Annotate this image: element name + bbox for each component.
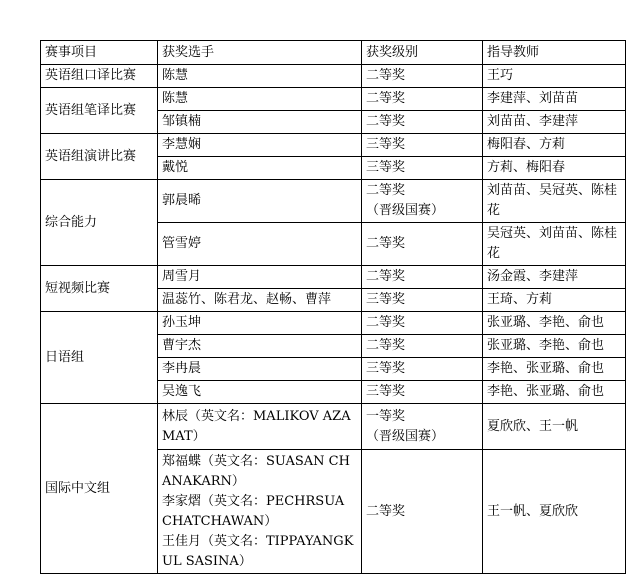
teacher-cell: 刘苗苗、李建萍 <box>483 111 626 134</box>
table-row <box>41 404 626 450</box>
winner-cell: 周雪月 <box>158 266 362 289</box>
teacher-cell: 方莉、梅阳春 <box>483 157 626 180</box>
teacher-cell: 张亚璐、李艳、俞也 <box>483 312 626 335</box>
level-cell: 二等奖 <box>362 223 483 266</box>
winner-cell: 孙玉坤 <box>158 312 362 335</box>
event-cell: 英语组演讲比赛 <box>41 134 158 180</box>
teacher-cell: 王巧 <box>483 65 626 88</box>
level-cell: 一等奖 （晋级国赛） <box>362 404 483 450</box>
header-level: 获奖级别 <box>362 41 483 65</box>
awards-table <box>40 40 626 574</box>
level-cell: 三等奖 <box>362 134 483 157</box>
header-row <box>41 41 626 65</box>
teacher-cell: 张亚璐、李艳、俞也 <box>483 335 626 358</box>
table-row <box>41 266 626 289</box>
level-cell: 二等奖 （晋级国赛） <box>362 180 483 223</box>
table-row <box>41 65 626 88</box>
event-cell: 日语组 <box>41 312 158 404</box>
level-cell: 三等奖 <box>362 358 483 381</box>
winner-cell: 李冉晨 <box>158 358 362 381</box>
teacher-cell: 王琦、方莉 <box>483 289 626 312</box>
winner-cell: 李慧娴 <box>158 134 362 157</box>
teacher-cell: 李艳、张亚璐、俞也 <box>483 381 626 404</box>
level-cell: 二等奖 <box>362 312 483 335</box>
event-cell: 综合能力 <box>41 180 158 266</box>
level-cell: 三等奖 <box>362 381 483 404</box>
teacher-cell: 王一帆、夏欣欣 <box>483 450 626 574</box>
winner-cell: 邹镇楠 <box>158 111 362 134</box>
event-cell: 国际中文组 <box>41 404 158 574</box>
winner-cell: 郑福蝶（英文名：SUASAN CHANAKARN） 李家熠（英文名：PECHRSUA CHATCHAWAN） 王佳月（英文名：TIPPAYANGKUL SASINA） <box>158 450 362 574</box>
teacher-cell: 吴冠英、刘苗苗、陈桂花 <box>483 223 626 266</box>
table-row <box>41 134 626 157</box>
level-cell: 三等奖 <box>362 157 483 180</box>
level-cell: 三等奖 <box>362 289 483 312</box>
winner-cell: 管雪婷 <box>158 223 362 266</box>
table-row <box>41 88 626 111</box>
header-teacher: 指导教师 <box>483 41 626 65</box>
event-cell: 短视频比赛 <box>41 266 158 312</box>
level-cell: 二等奖 <box>362 65 483 88</box>
level-cell: 二等奖 <box>362 111 483 134</box>
level-cell: 二等奖 <box>362 266 483 289</box>
teacher-cell: 汤金霞、李建萍 <box>483 266 626 289</box>
winner-cell: 林辰（英文名：MALIKOV AZAMAT） <box>158 404 362 450</box>
winner-cell: 陈慧 <box>158 65 362 88</box>
event-cell: 英语组笔译比赛 <box>41 88 158 134</box>
teacher-cell: 刘苗苗、吴冠英、陈桂花 <box>483 180 626 223</box>
header-event: 赛事项目 <box>41 41 158 65</box>
teacher-cell: 夏欣欣、王一帆 <box>483 404 626 450</box>
winner-cell: 吴逸飞 <box>158 381 362 404</box>
winner-cell: 曹宇杰 <box>158 335 362 358</box>
winner-cell: 陈慧 <box>158 88 362 111</box>
table-row <box>41 312 626 335</box>
winner-cell: 戴悦 <box>158 157 362 180</box>
teacher-cell: 梅阳春、方莉 <box>483 134 626 157</box>
level-cell: 二等奖 <box>362 450 483 574</box>
level-cell: 二等奖 <box>362 335 483 358</box>
level-cell: 二等奖 <box>362 88 483 111</box>
winner-cell: 郭晨晞 <box>158 180 362 223</box>
event-cell: 英语组口译比赛 <box>41 65 158 88</box>
teacher-cell: 李建萍、刘苗苗 <box>483 88 626 111</box>
winner-cell: 温蕊竹、陈君龙、赵畅、曹萍 <box>158 289 362 312</box>
table-row <box>41 180 626 223</box>
header-winner: 获奖选手 <box>158 41 362 65</box>
teacher-cell: 李艳、张亚璐、俞也 <box>483 358 626 381</box>
